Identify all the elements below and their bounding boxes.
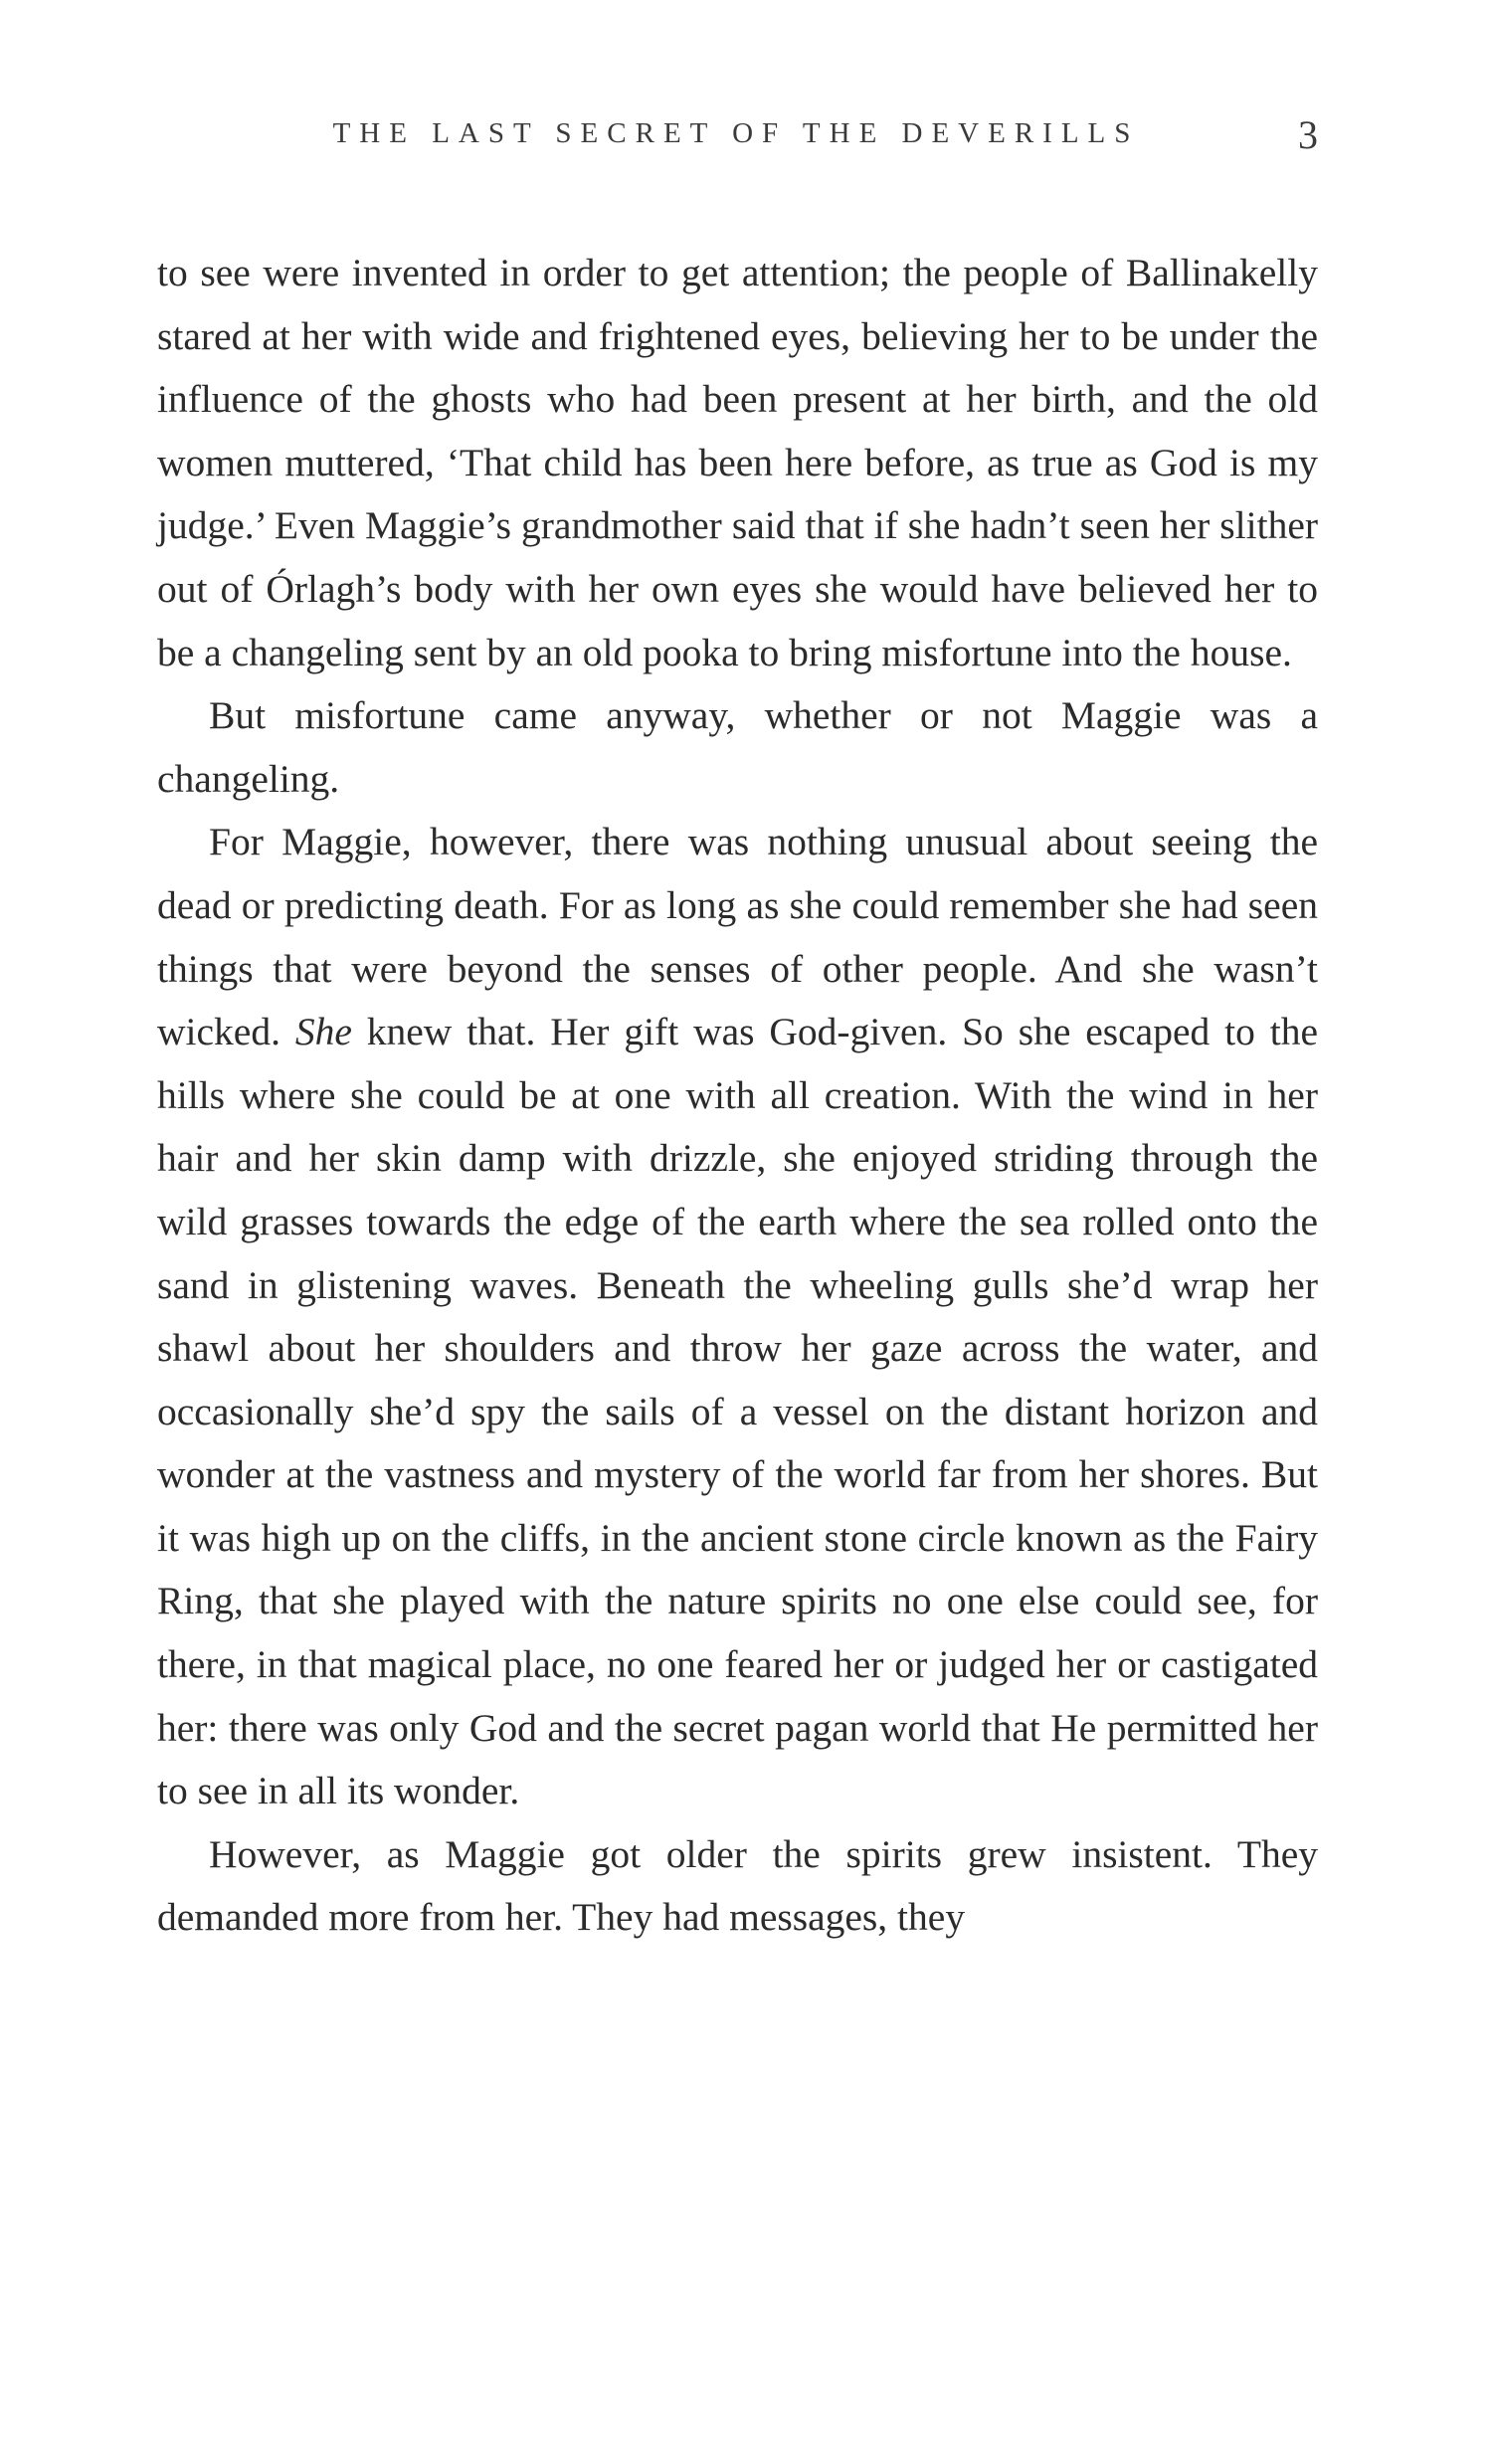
- page-number: 3: [1298, 112, 1318, 157]
- paragraph-3-part-1: For Maggie, however, there was nothing unusual about seeing the dead or predicting death. For as long as she could remember she had seen things that were beyond the senses of other people. And she wasn’t wicked.: [157, 820, 1318, 1054]
- body-text: [157, 242, 1318, 1950]
- emphasis-she: She: [294, 1010, 352, 1054]
- paragraph-1: to see were invented in order to get attention; the people of Ballinakelly stared at her with wide and frightened eyes, believing her to be under the influence of the ghosts who had been present at her birth, and the old women muttered, ‘That child has been here before, as true as God is my judge.’ Even Maggie’s grandmother said that if she hadn’t seen her slither out of Órlagh’s body with her own eyes she would have believed her to be a changeling sent by an old pooka to bring misfortune into the house.: [157, 251, 1318, 674]
- paragraph-3: [157, 811, 1318, 1823]
- running-head: [154, 112, 1318, 177]
- paragraph-3-part-2: knew that. Her gift was God-given. So she escaped to the hills where she could be at one with all creation. With the wind in her hair and her skin damp with drizzle, she enjoyed striding through the wild grasses towards the edge of the earth where the sea rolled onto the sand in glistening waves. Beneath the wheeling gulls she’d wrap her shawl about her shoulders and throw her gaze across the water, and occasionally she’d spy the sails of a vessel on the distant horizon and wonder at the vastness and mystery of the world far from her shores. But it was high up on the cliffs, in the ancient stone circle known as the Fairy Ring, that she played with the nature spirits no one else could see, for there, in that magical place, no one feared her or judged her or castigated her: there was only God and the secret pagan world that He permitted her to see in all its wonder.: [157, 1010, 1318, 1813]
- paragraph-4: However, as Maggie got older the spirits grew insistent. They demanded more from her. They had messages, they: [157, 1831, 1318, 1940]
- running-title: THE LAST SECRET OF THE DEVERILLS: [332, 117, 1140, 149]
- paragraph-2: But misfortune came anyway, whether or not Maggie was a changeling.: [157, 693, 1318, 801]
